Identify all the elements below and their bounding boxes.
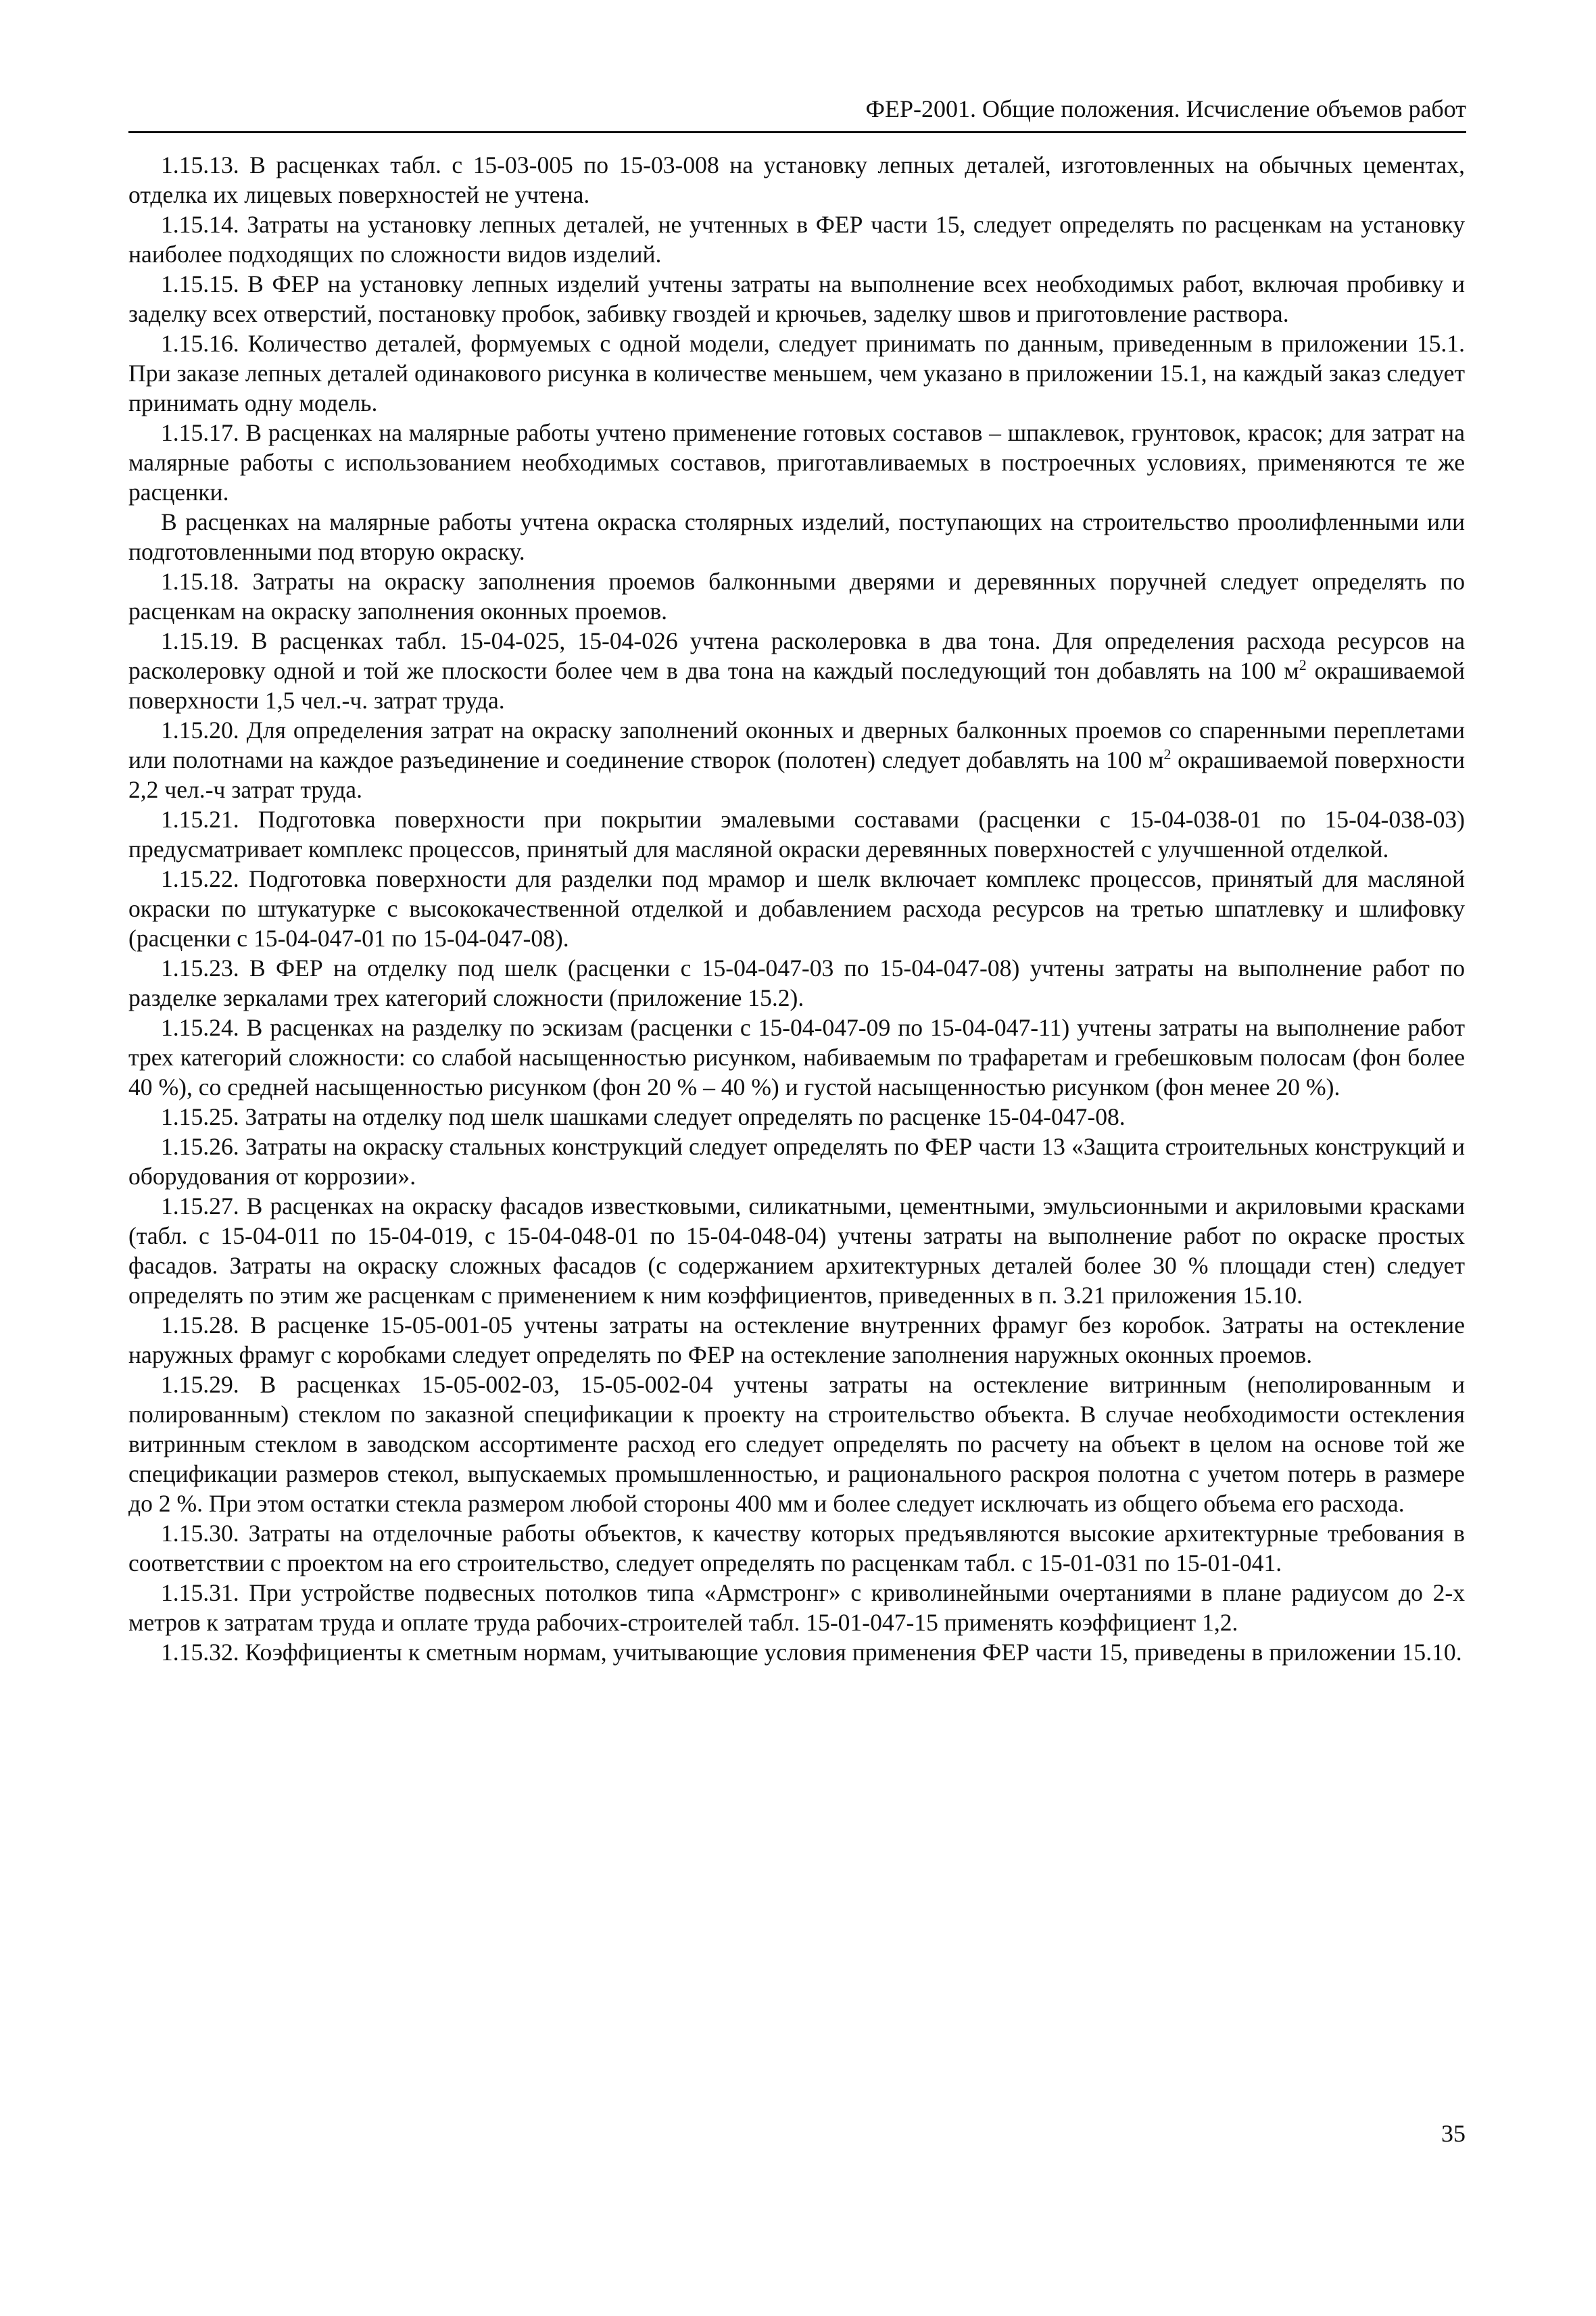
paragraph-1-15-30: 1.15.30. Затраты на отделочные работы объектов, к качеству которых предъявляются высокие архитектурные требования в соответствии с проектом на его строительство, следует определять по расценкам табл. с 15-01-031 по 15-01-041. [128,1520,1465,1576]
paragraph-1-15-21: 1.15.21. Подготовка поверхности при покрытии эмалевыми составами (расценки с 15-04-038-01 по 15-04-038-03) предусматривает комплекс процессов, принятый для масляной окраски деревянных поверхностей с улучшенной отделкой. [128,806,1465,863]
paragraph-1-15-14: 1.15.14. Затраты на установку лепных деталей, не учтенных в ФЕР части 15, следует определять по расценкам на установку наиболее подходящих по сложности видов изделий. [128,211,1465,268]
paragraph-1-15-29: 1.15.29. В расценках 15-05-002-03, 15-05-002-04 учтены затраты на остекление витринным (неполированным и полированным) стеклом по заказной спецификации к проекту на строительство объекта. В случае необходимости остекления витринным стеклом в заводском ассортименте расход его следует определять по расчету на объект в целом на основе той же спецификации размеров стекол, выпускаемых промышленностью, и рационального раскроя полотна с учетом потерь в размере до 2 %. При этом остатки стекла размером любой стороны 400 мм и более следует исключать из общего объема его расхода. [128,1371,1465,1517]
paragraph-1-15-25: 1.15.25. Затраты на отделку под шелк шашками следует определять по расценке 15-04-047-08. [161,1103,1126,1130]
paragraph-tail: окрашиваемой поверхности 1,5 чел.-ч. затрат труда. [128,657,1465,714]
paragraph-tail: окрашиваемой поверхности 2,2 чел.-ч затрат труда. [128,746,1465,803]
paragraph-1-15-17-continued: В расценках на малярные работы учтена окраска столярных изделий, поступающих на строительство проолифленными или подготовленными под вторую окраску. [128,508,1465,565]
paragraph-1-15-22: 1.15.22. Подготовка поверхности для разделки под мрамор и шелк включает комплекс процессов, принятый для масляной окраски по штукатурке с высококачественной отделкой и добавлением расхода ресурсов на третью шпатлевку и шлифовку (расценки с 15-04-047-01 по 15-04-047-08). [128,865,1465,952]
paragraph-1-15-17: 1.15.17. В расценках на малярные работы учтено применение готовых составов – шпаклевок, грунтовок, красок; для затрат на малярные работы с использованием необходимых составов, приготавливаемых в построечных условиях, применяются те же расценки. [128,419,1465,506]
paragraph-1-15-19 [128,626,1465,715]
paragraph-1-15-23: 1.15.23. В ФЕР на отделку под шелк (расценки с 15-04-047-03 по 15-04-047-08) учтены затраты на выполнение работ по разделке зеркалами трех категорий сложности (приложение 15.2). [128,955,1465,1011]
paragraph-text: 1.15.20. Для определения затрат на окраску заполнений оконных и дверных балконных проемов со спаренными переплетами или полотнами на каждое разъединение и соединение створок (полотен) следует добавлять на 100 м [128,717,1465,773]
paragraph-1-15-28: 1.15.28. В расценке 15-05-001-05 учтены затраты на остекление внутренних фрамуг без коробок. Затраты на остекление наружных фрамуг с коробками следует определять по ФЕР на остекление заполнения наружных оконных проемов. [128,1311,1465,1368]
paragraph-1-15-32: 1.15.32. Коэффициенты к сметным нормам, учитывающие условия применения ФЕР части 15, приведены в приложении 15.10. [161,1639,1462,1666]
page-number: 35 [1441,2120,1466,2147]
paragraph-1-15-16: 1.15.16. Количество деталей, формуемых с одной модели, следует принимать по данным, приведенным в приложении 15.1. При заказе лепных деталей одинакового рисунка в количестве меньшем, чем указано в приложении 15.1, на каждый заказ следует принимать одну модель. [128,330,1465,416]
paragraph-1-15-26: 1.15.26. Затраты на окраску стальных конструкций следует определять по ФЕР части 13 «Защита строительных конструкций и оборудования от коррозии». [128,1133,1465,1190]
paragraph-1-15-31: 1.15.31. При устройстве подвесных потолков типа «Армстронг» с криволинейными очертаниями в плане радиусом до 2-х метров к затратам труда и оплате труда рабочих-строителей табл. 15-01-047-15 применять коэффициент 1,2. [128,1579,1465,1636]
paragraph-1-15-20 [128,715,1465,804]
document-body [128,150,1465,1667]
paragraph-1-15-18: 1.15.18. Затраты на окраску заполнения проемов балконными дверями и деревянных поручней следует определять по расценкам на окраску заполнения оконных проемов. [128,568,1465,625]
paragraph-text: 1.15.19. В расценках табл. 15-04-025, 15-04-026 учтена расколеровка в два тона. Для определения расхода ресурсов на расколеровку одной и той же плоскости более чем в два тона на каждый последующий тон добавлять на 100 м [128,627,1465,684]
paragraph-1-15-27: 1.15.27. В расценках на окраску фасадов известковыми, силикатными, цементными, эмульсионными и акриловыми красками (табл. с 15-04-011 по 15-04-019, с 15-04-048-01 по 15-04-048-04) учтены затраты на выполнение работ по окраске простых фасадов. Затраты на окраску сложных фасадов (с содержанием архитектурных деталей более 30 % площади стен) следует определять по этим же расценкам с применением к ним коэффициентов, приведенных в п. 3.21 приложения 15.10. [128,1192,1465,1309]
paragraph-1-15-15: 1.15.15. В ФЕР на установку лепных изделий учтены затраты на выполнение всех необходимых работ, включая пробивку и заделку всех отверстий, постановку пробок, забивку гвоздей и крючьев, заделку швов и приготовление раствора. [128,270,1465,327]
paragraph-1-15-24: 1.15.24. В расценках на разделку по эскизам (расценки с 15-04-047-09 по 15-04-047-11) учтены затраты на выполнение работ трех категорий сложности: со слабой насыщенностью рисунком, набиваемым по трафаретам и гребешковым полосам (фон более 40 %), со средней насыщенностью рисунком (фон 20 % – 40 %) и густой насыщенностью рисунком (фон менее 20 %). [128,1014,1465,1101]
superscript: 2 [1299,656,1307,674]
superscript: 2 [1163,746,1171,763]
paragraph-1-15-13: 1.15.13. В расценках табл. с 15-03-005 по 15-03-008 на установку лепных деталей, изготовленных на обычных цементах, отделка их лицевых поверхностей не учтена. [128,151,1465,208]
running-header: ФЕР-2001. Общие положения. Исчисление объемов работ [128,87,1466,133]
